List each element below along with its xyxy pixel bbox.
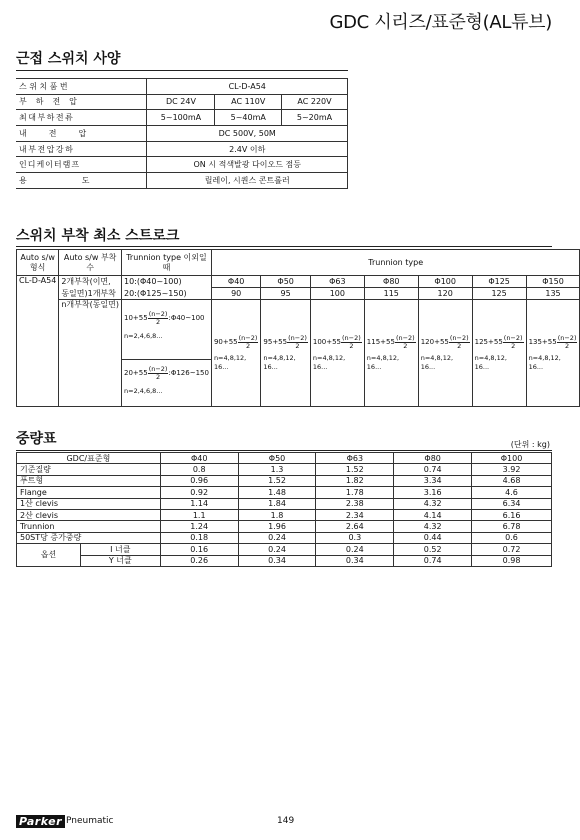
cell: 135 — [526, 288, 580, 300]
cell: 1.78 — [316, 487, 394, 498]
cell: AC 220V — [282, 94, 348, 110]
header-count: Auto s/w 부착수 — [59, 250, 122, 276]
bore-header: Φ50 — [261, 276, 310, 288]
table-row — [16, 94, 348, 110]
row-label: 50ST당 증가중량 — [17, 532, 161, 543]
cell: 1.24 — [160, 521, 238, 532]
cell: 3.16 — [394, 487, 472, 498]
cell: 1.14 — [160, 498, 238, 509]
cell: 4.6 — [472, 487, 552, 498]
cell: 95 — [261, 288, 310, 300]
cell: 6.34 — [472, 498, 552, 509]
switch-spec-table — [16, 78, 348, 189]
cell: 0.44 — [394, 532, 472, 543]
header-cell: Φ63 — [316, 453, 394, 464]
formula-cell — [122, 300, 212, 407]
cell: 0.34 — [238, 555, 316, 566]
row-label: 기준질량 — [17, 464, 161, 475]
cell: 3.34 — [394, 475, 472, 486]
cell: 6.78 — [472, 521, 552, 532]
cell: 125 — [472, 288, 526, 300]
table-row — [17, 288, 580, 300]
weight-heading-rule — [16, 450, 552, 451]
row-label: I 너클 — [80, 544, 160, 555]
cell: 1.96 — [238, 521, 316, 532]
row-label: 스위치품번 — [16, 79, 147, 95]
row-label: Flange — [17, 487, 161, 498]
cell: 1.52 — [316, 464, 394, 475]
stroke-heading: 스위치 부착 최소 스트로크 — [16, 228, 180, 244]
cell: 5~20mA — [282, 110, 348, 126]
cell: 2.64 — [316, 521, 394, 532]
header-trunnion: Trunnion type — [211, 250, 580, 276]
cell: 0.34 — [316, 555, 394, 566]
cell: 0.24 — [238, 532, 316, 543]
weight-table — [16, 452, 552, 567]
cell: 90 — [211, 288, 260, 300]
row-label: 1산 clevis — [17, 498, 161, 509]
row-label: 내전압 — [16, 126, 147, 142]
cell: 4.14 — [394, 509, 472, 520]
formula-cell: 135+55 $\frac{(n-2)}{2}$ n=4,8,12, 16... — [526, 300, 580, 407]
table-row — [17, 276, 580, 288]
cell: 4.32 — [394, 498, 472, 509]
cell: 5~40mA — [215, 110, 282, 126]
cell: 0.8 — [160, 464, 238, 475]
formula-cell: 115+55 $\frac{(n-2)}{2}$ n=4,8,12, 16... — [364, 300, 418, 407]
cell: 1.48 — [238, 487, 316, 498]
min-stroke-table — [16, 249, 580, 407]
row-label: 2개부착(이면, — [59, 276, 122, 288]
header-non-trunnion: Trunnion type 이외일때 — [122, 250, 212, 276]
spec-heading: 근접 스위치 사양 — [16, 51, 121, 67]
cell: DC 24V — [147, 94, 215, 110]
page-title: GDC 시리즈/표준형(AL튜브) — [329, 12, 552, 33]
cell: 릴레이, 시퀀스 콘트롤러 — [147, 173, 348, 189]
formula: 20+55 $\frac{(n-2)}{2}$ :Φ126~150 — [124, 364, 209, 381]
cell: 0.52 — [394, 544, 472, 555]
row-label: 용도 — [16, 173, 147, 189]
bore-header: Φ125 — [472, 276, 526, 288]
row-label: 내부전압강하 — [16, 141, 147, 157]
row-label: 2산 clevis — [17, 509, 161, 520]
cell: 6.16 — [472, 509, 552, 520]
bore-header: Φ150 — [526, 276, 580, 288]
row-label: 최대부하전류 — [16, 110, 147, 126]
table-row — [17, 475, 552, 486]
cell: 0.74 — [394, 464, 472, 475]
bore-header: Φ40 — [211, 276, 260, 288]
cell: 1.8 — [238, 509, 316, 520]
cell: 120 — [418, 288, 472, 300]
cell: 0.24 — [238, 544, 316, 555]
footer-subtitle: Pneumatic — [66, 816, 114, 826]
cell: 100 — [310, 288, 364, 300]
option-label: 옵션 — [17, 544, 81, 567]
formula: 10+55 $\frac{(n-2)}{2}$ :Φ40~100 — [124, 309, 205, 326]
cell: 115 — [364, 288, 418, 300]
row-label: 푸트형 — [17, 475, 161, 486]
cell: 5~100mA — [147, 110, 215, 126]
cell: 0.18 — [160, 532, 238, 543]
cell: 10:(Φ40~100) — [122, 276, 212, 288]
row-label: Y 너클 — [80, 555, 160, 566]
header-cell: Φ80 — [394, 453, 472, 464]
bore-header: Φ63 — [310, 276, 364, 288]
table-row — [17, 521, 552, 532]
n-note: n=2,4,6,8... — [124, 331, 163, 340]
table-row — [17, 555, 552, 566]
cell: 0.26 — [160, 555, 238, 566]
row-label: n개부착(동일면) — [59, 300, 122, 407]
table-row — [17, 250, 580, 276]
table-row — [17, 464, 552, 475]
formula-cell: 100+55 $\frac{(n-2)}{2}$ n=4,8,12, 16... — [310, 300, 364, 407]
cell: 1.84 — [238, 498, 316, 509]
table-row — [17, 300, 580, 407]
header-cell: Φ50 — [238, 453, 316, 464]
header-cell: Φ100 — [472, 453, 552, 464]
table-row — [16, 110, 348, 126]
table-row — [17, 453, 552, 464]
row-label: 인디케이터램프 — [16, 157, 147, 173]
header-cell: GDC/표준형 — [17, 453, 161, 464]
cell: 0.92 — [160, 487, 238, 498]
formula-cell: 125+55 $\frac{(n-2)}{2}$ n=4,8,12, 16... — [472, 300, 526, 407]
header-cell: Φ40 — [160, 453, 238, 464]
formula-cell: 90+55 $\frac{(n-2)}{2}$ n=4,8,12, 16... — [211, 300, 260, 407]
cell: CL-D-A54 — [147, 79, 348, 95]
cell: 0.74 — [394, 555, 472, 566]
cell: AC 110V — [215, 94, 282, 110]
spec-heading-rule — [16, 70, 348, 71]
page-number: 149 — [277, 816, 295, 826]
cell: 0.6 — [472, 532, 552, 543]
table-row — [16, 126, 348, 142]
bore-header: Φ100 — [418, 276, 472, 288]
cell: 4.68 — [472, 475, 552, 486]
cell: 2.4V 이하 — [147, 141, 348, 157]
model-cell: CL-D-A54 — [17, 276, 59, 407]
cell: 0.16 — [160, 544, 238, 555]
table-row — [17, 498, 552, 509]
table-row — [16, 173, 348, 189]
cell: 20:(Φ125~150) — [122, 288, 212, 300]
cell: 1.1 — [160, 509, 238, 520]
row-label: 동일면)1개부착 — [59, 288, 122, 300]
cell: 2.34 — [316, 509, 394, 520]
formula-cell: 120+55 $\frac{(n-2)}{2}$ n=4,8,12, 16... — [418, 300, 472, 407]
table-row — [17, 509, 552, 520]
table-row — [17, 532, 552, 543]
parker-logo: Parker — [16, 815, 65, 828]
formula-cell: 95+55 $\frac{(n-2)}{2}$ n=4,8,12, 16... — [261, 300, 310, 407]
table-row — [16, 141, 348, 157]
cell: 0.24 — [316, 544, 394, 555]
cell: 1.82 — [316, 475, 394, 486]
cell: DC 500V, 50M — [147, 126, 348, 142]
unit-note: (단위 : kg) — [510, 440, 550, 449]
cell: 1.52 — [238, 475, 316, 486]
row-label: Trunnion — [17, 521, 161, 532]
table-row — [17, 544, 552, 555]
cell: 0.98 — [472, 555, 552, 566]
cell: 0.3 — [316, 532, 394, 543]
cell: 0.96 — [160, 475, 238, 486]
cell: 2.38 — [316, 498, 394, 509]
header-model: Auto s/w 형식 — [17, 250, 59, 276]
cell: ON 시 적색발광 다이오드 점등 — [147, 157, 348, 173]
n-note: n=2,4,6,8... — [124, 386, 163, 395]
table-row — [17, 487, 552, 498]
bore-header: Φ80 — [364, 276, 418, 288]
cell: 0.72 — [472, 544, 552, 555]
stroke-heading-rule — [16, 246, 552, 247]
table-row — [16, 79, 348, 95]
row-label: 부하전압 — [16, 94, 147, 110]
cell: 3.92 — [472, 464, 552, 475]
table-row — [16, 157, 348, 173]
weight-heading: 중량표 — [16, 431, 57, 447]
cell: 1.3 — [238, 464, 316, 475]
cell: 4.32 — [394, 521, 472, 532]
